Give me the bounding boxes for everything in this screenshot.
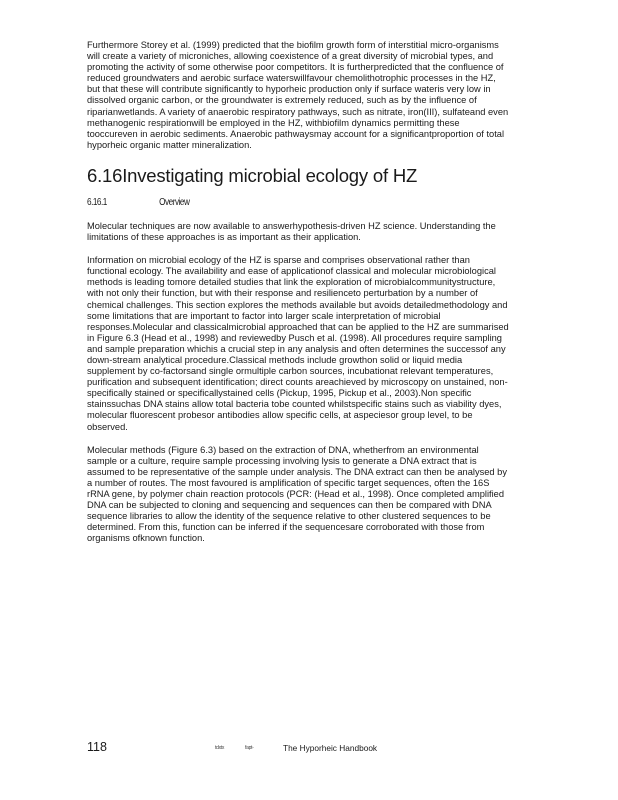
paragraph-molecular-methods: Molecular methods (Figure 6.3) based on the extraction of DNA, whetherfrom an environmental sample or a culture, require sample processing involving lysis to generate a DNA extract that is assumed to be representative of the sample under analysis. The DNA extract can then be analysed by a number of routes. The most favoured is amplification of specific target sequences, often the 16S rRNA gene, by polymer chain reaction protocols (PCR: (Head et al., 1998). Once completed amplified DNA can be subjected to cloning and sequencing and sequences can then be compared with DNA sequence libraries to allow the identity of the sequence relative to other clustered sequences to be determined. From this, function can be inferred if the sequencesare corroborated with those from organisms ofknown function. [87,444,507,544]
running-title: The Hyporheic Handbook [283,743,378,753]
page-body [87,40,511,544]
page-footer [87,740,511,756]
page-number: 118 [87,740,107,754]
footer-mark: fapt- [245,745,254,751]
intro-paragraph: Furthermore Storey et al. (1999) predicted that the biofilm growth form of interstitial micro-organisms will create a variety of microniches, allowing coexistence of a great diversity of microbial types, and promoting the activity of some otherwise poor competitors. It is furtherpredicted that the confluence of reduced groundwaters and aerobic surface waterswillfavour chemolithotrophic processes in the HZ, but that these will contribute significantly to hyporheic production only if surface wateris very low in dissolved organic carbon, or the groundwater is extremely reduced, such as by the influence of riparianwetlands. A variety of anaerobic respiratory pathways, such as nitrate, iron(III), sulfateand even methanogenic respirationwill be employed in the HZ, withbiofilm dynamics permitting these tooccureven in aerobic sediments. Anaerobic pathwaysmay account for a significantproportion of total hyporheic organic matter mineralization. [87,40,509,150]
subsection-number: 6.16.1 [87,196,107,208]
section-heading: 6.16Investigating microbial ecology of HZ [87,164,418,186]
subsection-heading [87,197,435,209]
paragraph-molecular-techniques: Molecular techniques are now available to answerhypothesis-driven HZ science. Understanding the limitations of these approaches is as important as their application. [87,220,496,243]
paragraph-information-microbial-ecology: Information on microbial ecology of the HZ is sparse and comprises observational rather than functional ecology. The availability and ease of applicationof classical and molecular microbiological methods is leading tomore detailed studies that link the exploration of microbialcommunitystructure, with not only their function, but with their response and resilienceto perturbation by a number of chemical challenges. This section explores the methods available but avoids detailedmethodology and some limitations that are important to factor into larger scale interpretation of microbial responses.Molecular and classicalmicrobial approached that can be applied to the HZ are summarised in Figure 6.3 (Head et al., 1998) and reviewedby Pusch et al. (1998). All procedures require sampling and sample preparation whichis a crucial step in any analysis and often determines the successof any down-stream analytical procedure.Classical methods include growthon solid or liquid media supplement by co-factorsand single ormultiple carbon sources, incubationat relevant temperatures, purification and subsequent identification; direct counts areachieved by microscopy on unstained, non-specifically stained or specificallystained cells (Pickup, 1995, Pickup et al., 2003).Non specific stainssuchas DNA stains allow total bacteria tobe counted whilstspecific stains such as viability dyes, molecular fluorescent probesor antibodies allow specific cells, at aspeciesor group level, to be observed. [87,255,509,432]
subsection-title: Overview [159,196,190,208]
footer-mark: tdxtx [215,745,225,751]
